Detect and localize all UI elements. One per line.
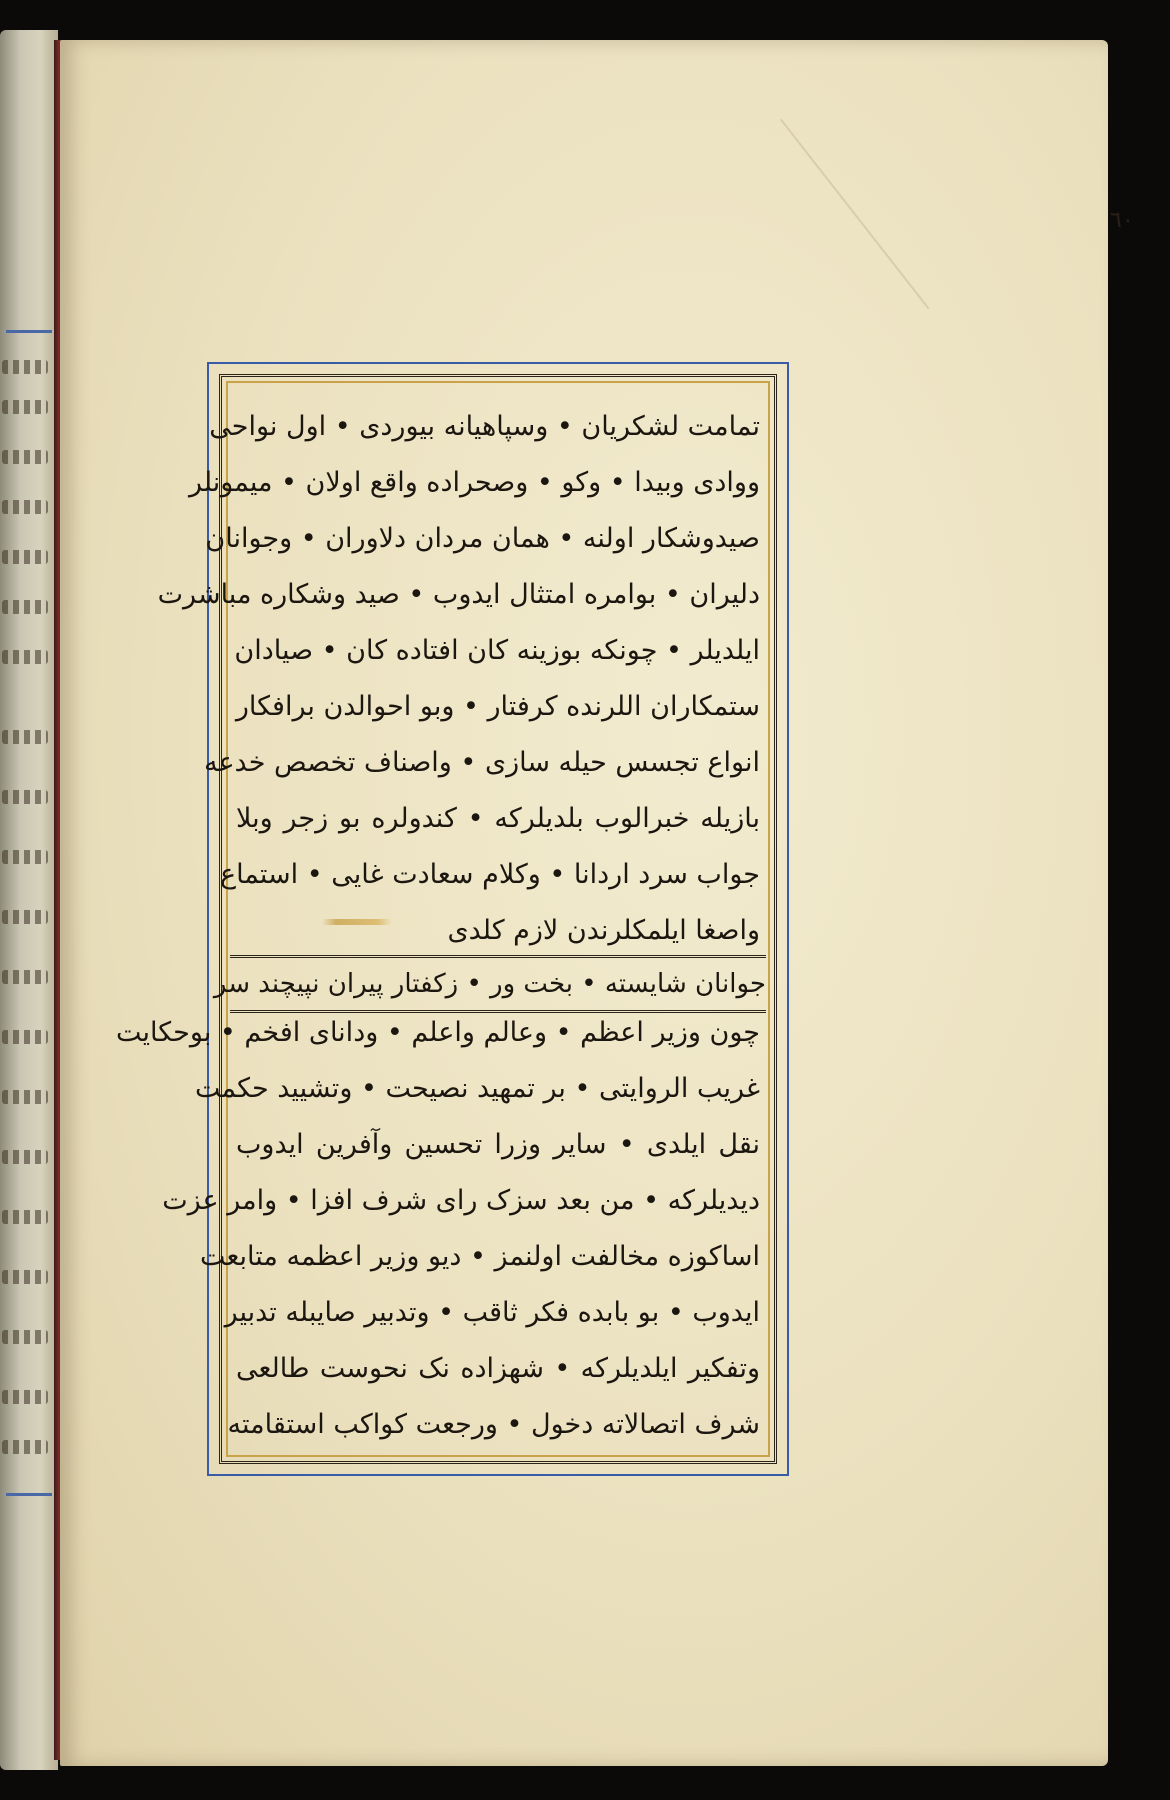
facing-page-edge xyxy=(0,30,58,1770)
text-line: وتفکیر ایلدیلرکه • شهزاده نک نحوست طالعی xyxy=(236,1353,760,1384)
manuscript-folio xyxy=(60,40,1134,1766)
facing-page-text xyxy=(2,1090,48,1104)
text-line: چون وزیر اعظم • وعالم واعلم • ودانای افخم • بوحکایت xyxy=(116,1017,760,1048)
facing-page-text xyxy=(2,910,48,924)
text-line: دلیران • بوامره امتثال ایدوب • صید وشکاره مباشرت xyxy=(157,579,760,610)
facing-page-text xyxy=(2,1210,48,1224)
facing-page-text xyxy=(2,1150,48,1164)
text-line: غریب الروایتی • بر تمهید نصیحت • وتشیید حکمت xyxy=(194,1073,760,1104)
facing-page-text xyxy=(2,1030,48,1044)
folio-number: ٦٠ xyxy=(1110,208,1134,233)
text-frame xyxy=(116,362,789,1476)
text-line: ایدوب • بو بابده فکر ثاقب • وتدبیر صایبله تدبیر xyxy=(224,1297,760,1328)
facing-page-text xyxy=(2,790,48,804)
facing-page-text xyxy=(2,1330,48,1344)
text-line: ووادی وبیدا • وکو • وصحراده واقع اولان • میمونلر xyxy=(188,467,760,498)
facing-page-text xyxy=(2,730,48,744)
facing-page-text xyxy=(2,970,48,984)
verse-heading: جوانان شایسته • بخت ور • زکفتار پیران نپیچند سر xyxy=(213,969,766,999)
text-frame-inner-rule xyxy=(116,374,777,1464)
text-line: بازیله خبرالوب بلدیلرکه • کندولره بو زجر وبلا xyxy=(236,803,760,834)
text-line: نقل ایلدی • سایر وزرا تحسین وآفرین ایدوب xyxy=(236,1129,760,1160)
facing-page-text xyxy=(2,450,48,464)
facing-page-text xyxy=(2,500,48,514)
paper-crease xyxy=(780,119,929,309)
gold-flourish xyxy=(322,919,392,925)
facing-page-text xyxy=(2,1270,48,1284)
text-line: تمامت لشکریان • وسپاهیانه بیوردی • اول نواحی xyxy=(209,411,760,442)
facing-page-text xyxy=(2,360,48,374)
text-line: ایلدیلر • چونکه بوزینه کان افتاده کان • صیادان xyxy=(234,635,760,666)
text-line: شرف اتصالاته دخول • ورجعت کواکب استقامته xyxy=(227,1409,760,1440)
facing-page-text xyxy=(2,850,48,864)
facing-page-text xyxy=(2,550,48,564)
text-line: اساکوزه مخالفت اولنمز • دیو وزیر اعظمه متابعت xyxy=(200,1241,760,1272)
facing-page-text xyxy=(2,1390,48,1404)
text-line: انواع تجسس حیله سازی • واصناف تخصص خدعه xyxy=(203,747,760,778)
text-line: دیدیلرکه • من بعد سزک رای شرف افزا • وامر عزت xyxy=(162,1185,760,1216)
facing-page-text xyxy=(2,1440,48,1454)
text-line: صیدوشکار اولنه • همان مردان دلاوران • وجوانان xyxy=(205,523,760,554)
text-line: واصغا ایلمکلرندن لازم کلدی xyxy=(447,915,760,946)
text-line: جواب سرد اردانا • وکلام سعادت غایی • استماع xyxy=(219,859,760,890)
facing-page-text xyxy=(2,600,48,614)
upper-text-block xyxy=(157,399,760,959)
facing-page-text xyxy=(2,400,48,414)
facing-page-text xyxy=(2,650,48,664)
lower-text-block xyxy=(116,1005,760,1445)
text-line: ستمکاران اللرنده کرفتار • وبو احوالدن برافکار xyxy=(235,691,760,722)
